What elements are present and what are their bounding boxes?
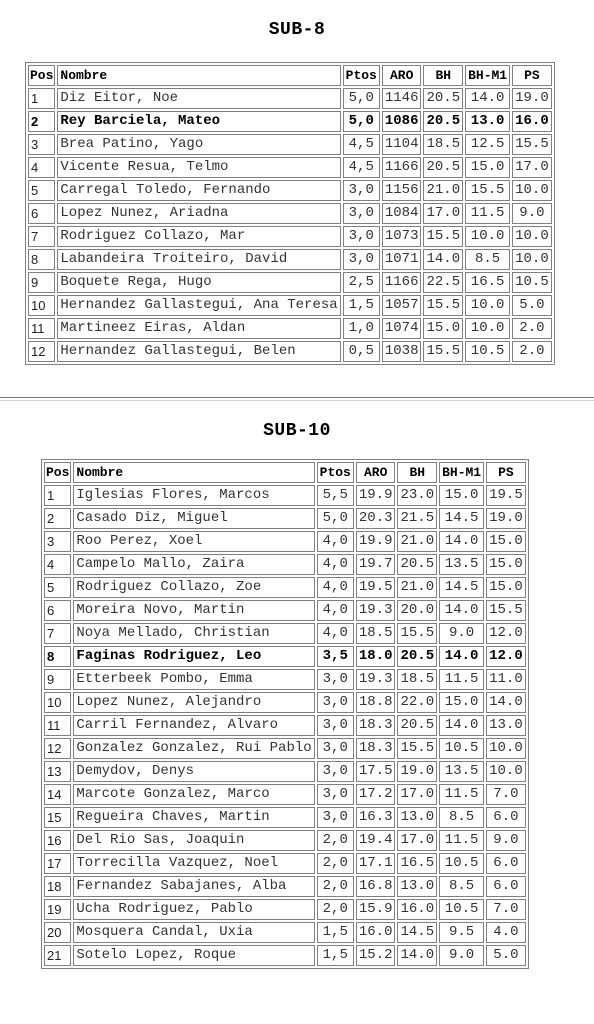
column-header-name: Nombre <box>57 65 340 86</box>
cell-ps: 6.0 <box>486 853 526 874</box>
cell-pos: 6 <box>44 600 71 621</box>
cell-bhm1: 14.0 <box>439 646 484 667</box>
cell-aro: 1071 <box>382 249 422 270</box>
table-row <box>44 761 526 782</box>
table-row <box>28 88 552 109</box>
cell-bhm1: 10.5 <box>439 899 484 920</box>
cell-aro: 16.8 <box>356 876 396 897</box>
cell-ptos: 3,5 <box>317 646 354 667</box>
cell-aro: 1073 <box>382 226 422 247</box>
cell-bh: 15.5 <box>423 226 463 247</box>
cell-name: Hernandez Gallastegui, Ana Teresa <box>57 295 340 316</box>
cell-bhm1: 13.0 <box>465 111 510 132</box>
cell-bh: 21.5 <box>397 508 437 529</box>
cell-bhm1: 15.5 <box>465 180 510 201</box>
table-row <box>44 807 526 828</box>
cell-ps: 16.0 <box>512 111 552 132</box>
table-header-row <box>28 65 552 86</box>
table-row <box>44 485 526 506</box>
cell-ptos: 3,0 <box>317 784 354 805</box>
cell-aro: 1166 <box>382 157 422 178</box>
cell-pos: 9 <box>28 272 55 293</box>
cell-pos: 2 <box>44 508 71 529</box>
cell-ps: 14.0 <box>486 692 526 713</box>
cell-bh: 19.0 <box>397 761 437 782</box>
cell-pos: 12 <box>44 738 71 759</box>
cell-ptos: 5,0 <box>343 111 380 132</box>
cell-aro: 19.9 <box>356 531 396 552</box>
cell-name: Noya Mellado, Christian <box>73 623 314 644</box>
cell-ptos: 2,0 <box>317 899 354 920</box>
cell-pos: 9 <box>44 669 71 690</box>
cell-ptos: 5,0 <box>343 88 380 109</box>
standings-table-sub10 <box>41 459 529 969</box>
cell-ptos: 3,0 <box>317 669 354 690</box>
cell-pos: 18 <box>44 876 71 897</box>
column-header-bhm1: BH-M1 <box>465 65 510 86</box>
cell-ps: 7.0 <box>486 899 526 920</box>
cell-aro: 19.7 <box>356 554 396 575</box>
cell-ps: 7.0 <box>486 784 526 805</box>
cell-pos: 4 <box>28 157 55 178</box>
column-header-aro: ARO <box>382 65 422 86</box>
table-row <box>28 111 552 132</box>
section-title-sub10: SUB-10 <box>263 421 331 441</box>
cell-bh: 17.0 <box>397 830 437 851</box>
cell-pos: 3 <box>44 531 71 552</box>
cell-name: Diz Eitor, Noe <box>57 88 340 109</box>
cell-bhm1: 8.5 <box>439 807 484 828</box>
cell-ptos: 4,0 <box>317 531 354 552</box>
cell-ps: 15.5 <box>512 134 552 155</box>
cell-bhm1: 10.5 <box>465 341 510 362</box>
table-row <box>44 531 526 552</box>
cell-pos: 10 <box>44 692 71 713</box>
cell-name: Faginas Rodriguez, Leo <box>73 646 314 667</box>
cell-name: Carril Fernandez, Alvaro <box>73 715 314 736</box>
cell-ptos: 2,0 <box>317 876 354 897</box>
cell-pos: 19 <box>44 899 71 920</box>
cell-bh: 13.0 <box>397 807 437 828</box>
table-row <box>28 272 552 293</box>
cell-aro: 19.9 <box>356 485 396 506</box>
cell-ps: 15.0 <box>486 531 526 552</box>
cell-name: Moreira Novo, Martin <box>73 600 314 621</box>
cell-name: Rodriguez Collazo, Zoe <box>73 577 314 598</box>
cell-ptos: 2,0 <box>317 853 354 874</box>
cell-aro: 17.1 <box>356 853 396 874</box>
table-row <box>44 853 526 874</box>
cell-bh: 17.0 <box>397 784 437 805</box>
table-row <box>44 577 526 598</box>
cell-name: Carregal Toledo, Fernando <box>57 180 340 201</box>
cell-aro: 15.2 <box>356 945 396 966</box>
cell-bh: 20.5 <box>397 554 437 575</box>
cell-pos: 14 <box>44 784 71 805</box>
cell-ps: 6.0 <box>486 807 526 828</box>
table-row <box>44 692 526 713</box>
cell-bhm1: 8.5 <box>465 249 510 270</box>
cell-name: Gonzalez Gonzalez, Rui Pablo <box>73 738 314 759</box>
cell-bhm1: 11.5 <box>465 203 510 224</box>
cell-bhm1: 11.5 <box>439 830 484 851</box>
cell-name: Martineez Eiras, Aldan <box>57 318 340 339</box>
cell-pos: 8 <box>44 646 71 667</box>
cell-bh: 20.5 <box>423 157 463 178</box>
cell-pos: 1 <box>28 88 55 109</box>
cell-bhm1: 10.0 <box>465 295 510 316</box>
cell-bhm1: 15.0 <box>439 692 484 713</box>
cell-bh: 13.0 <box>397 876 437 897</box>
cell-ptos: 3,0 <box>317 761 354 782</box>
table-row <box>44 554 526 575</box>
cell-aro: 1074 <box>382 318 422 339</box>
cell-aro: 18.0 <box>356 646 396 667</box>
table-row <box>44 600 526 621</box>
cell-ptos: 0,5 <box>343 341 380 362</box>
cell-ptos: 1,5 <box>317 922 354 943</box>
cell-ps: 5.0 <box>486 945 526 966</box>
cell-bhm1: 13.5 <box>439 761 484 782</box>
cell-bhm1: 10.0 <box>465 318 510 339</box>
cell-bh: 16.0 <box>397 899 437 920</box>
cell-bhm1: 14.5 <box>439 577 484 598</box>
column-header-bhm1: BH-M1 <box>439 462 484 483</box>
cell-bh: 20.5 <box>423 111 463 132</box>
section-title-sub8: SUB-8 <box>268 20 326 40</box>
cell-name: Rey Barciela, Mateo <box>57 111 340 132</box>
cell-aro: 19.5 <box>356 577 396 598</box>
cell-name: Hernandez Gallastegui, Belen <box>57 341 340 362</box>
cell-aro: 16.0 <box>356 922 396 943</box>
cell-bh: 20.0 <box>397 600 437 621</box>
cell-ps: 15.0 <box>486 554 526 575</box>
cell-name: Demydov, Denys <box>73 761 314 782</box>
cell-ptos: 3,0 <box>343 203 380 224</box>
table-row <box>44 830 526 851</box>
cell-bhm1: 10.0 <box>465 226 510 247</box>
cell-name: Regueira Chaves, Martin <box>73 807 314 828</box>
cell-bhm1: 11.5 <box>439 784 484 805</box>
cell-ps: 19.0 <box>512 88 552 109</box>
table-row <box>28 134 552 155</box>
cell-aro: 17.5 <box>356 761 396 782</box>
cell-name: Ucha Rodriguez, Pablo <box>73 899 314 920</box>
table-row <box>44 784 526 805</box>
table-row <box>44 623 526 644</box>
cell-bh: 17.0 <box>423 203 463 224</box>
table-row <box>28 318 552 339</box>
cell-name: Lopez Nunez, Alejandro <box>73 692 314 713</box>
cell-aro: 18.5 <box>356 623 396 644</box>
cell-bh: 21.0 <box>423 180 463 201</box>
cell-aro: 18.3 <box>356 738 396 759</box>
cell-name: Brea Patino, Yago <box>57 134 340 155</box>
cell-name: Marcote Gonzalez, Marco <box>73 784 314 805</box>
table-row <box>44 646 526 667</box>
cell-bhm1: 13.5 <box>439 554 484 575</box>
cell-ptos: 3,0 <box>317 692 354 713</box>
cell-name: Campelo Mallo, Zaira <box>73 554 314 575</box>
cell-ptos: 5,5 <box>317 485 354 506</box>
table-row <box>28 295 552 316</box>
cell-ps: 10.5 <box>512 272 552 293</box>
cell-bh: 15.5 <box>397 623 437 644</box>
cell-ptos: 3,0 <box>317 807 354 828</box>
cell-bhm1: 16.5 <box>465 272 510 293</box>
cell-pos: 21 <box>44 945 71 966</box>
cell-ps: 2.0 <box>512 341 552 362</box>
table-row <box>28 341 552 362</box>
cell-ptos: 3,0 <box>317 738 354 759</box>
column-header-pos: Pos <box>28 65 55 86</box>
cell-aro: 18.8 <box>356 692 396 713</box>
cell-pos: 2 <box>28 111 55 132</box>
cell-ps: 15.5 <box>486 600 526 621</box>
cell-aro: 1086 <box>382 111 422 132</box>
column-header-ptos: Ptos <box>317 462 354 483</box>
cell-bh: 21.0 <box>397 531 437 552</box>
cell-bhm1: 9.0 <box>439 623 484 644</box>
table-row <box>28 249 552 270</box>
cell-ptos: 4,0 <box>317 554 354 575</box>
section-divider <box>0 397 594 401</box>
cell-bhm1: 11.5 <box>439 669 484 690</box>
cell-name: Roo Perez, Xoel <box>73 531 314 552</box>
cell-ps: 15.0 <box>486 577 526 598</box>
cell-pos: 16 <box>44 830 71 851</box>
cell-name: Vicente Resua, Telmo <box>57 157 340 178</box>
cell-pos: 5 <box>28 180 55 201</box>
cell-aro: 1104 <box>382 134 422 155</box>
cell-ptos: 2,5 <box>343 272 380 293</box>
table-row <box>44 508 526 529</box>
table-row <box>28 203 552 224</box>
table-row <box>44 738 526 759</box>
cell-pos: 3 <box>28 134 55 155</box>
table-row <box>44 899 526 920</box>
column-header-aro: ARO <box>356 462 396 483</box>
table-row <box>44 876 526 897</box>
cell-name: Fernandez Sabajanes, Alba <box>73 876 314 897</box>
cell-bhm1: 10.5 <box>439 853 484 874</box>
cell-aro: 15.9 <box>356 899 396 920</box>
cell-bh: 14.5 <box>397 922 437 943</box>
cell-ps: 19.5 <box>486 485 526 506</box>
cell-ps: 5.0 <box>512 295 552 316</box>
cell-bh: 22.5 <box>423 272 463 293</box>
table-header-row <box>44 462 526 483</box>
cell-bhm1: 15.0 <box>439 485 484 506</box>
cell-ptos: 5,0 <box>317 508 354 529</box>
cell-bh: 18.5 <box>423 134 463 155</box>
cell-name: Labandeira Troiteiro, David <box>57 249 340 270</box>
cell-pos: 12 <box>28 341 55 362</box>
cell-bhm1: 10.5 <box>439 738 484 759</box>
cell-bhm1: 14.5 <box>439 508 484 529</box>
cell-ps: 12.0 <box>486 623 526 644</box>
table-row <box>44 922 526 943</box>
cell-ps: 10.0 <box>486 738 526 759</box>
cell-name: Sotelo Lopez, Roque <box>73 945 314 966</box>
cell-name: Iglesias Flores, Marcos <box>73 485 314 506</box>
cell-aro: 1038 <box>382 341 422 362</box>
cell-pos: 10 <box>28 295 55 316</box>
cell-ptos: 3,0 <box>343 249 380 270</box>
column-header-name: Nombre <box>73 462 314 483</box>
cell-pos: 13 <box>44 761 71 782</box>
cell-pos: 4 <box>44 554 71 575</box>
cell-name: Casado Diz, Miguel <box>73 508 314 529</box>
cell-ps: 2.0 <box>512 318 552 339</box>
column-header-ptos: Ptos <box>343 65 380 86</box>
cell-bh: 22.0 <box>397 692 437 713</box>
cell-bh: 15.5 <box>397 738 437 759</box>
table-row <box>44 945 526 966</box>
cell-aro: 1166 <box>382 272 422 293</box>
cell-bh: 20.5 <box>397 646 437 667</box>
cell-aro: 1146 <box>382 88 422 109</box>
cell-ps: 10.0 <box>486 761 526 782</box>
cell-ptos: 1,5 <box>317 945 354 966</box>
cell-ptos: 3,0 <box>343 180 380 201</box>
column-header-ps: PS <box>512 65 552 86</box>
cell-ps: 17.0 <box>512 157 552 178</box>
table-row <box>28 157 552 178</box>
cell-pos: 11 <box>28 318 55 339</box>
cell-ps: 13.0 <box>486 715 526 736</box>
cell-bhm1: 9.5 <box>439 922 484 943</box>
cell-bh: 18.5 <box>397 669 437 690</box>
cell-ptos: 4,0 <box>317 600 354 621</box>
cell-bh: 20.5 <box>397 715 437 736</box>
cell-aro: 1084 <box>382 203 422 224</box>
cell-ps: 4.0 <box>486 922 526 943</box>
cell-aro: 17.2 <box>356 784 396 805</box>
cell-ptos: 4,0 <box>317 623 354 644</box>
table-row <box>28 226 552 247</box>
cell-bh: 20.5 <box>423 88 463 109</box>
cell-ps: 10.0 <box>512 249 552 270</box>
cell-name: Torrecilla Vazquez, Noel <box>73 853 314 874</box>
cell-name: Boquete Rega, Hugo <box>57 272 340 293</box>
cell-ps: 6.0 <box>486 876 526 897</box>
cell-ptos: 4,0 <box>317 577 354 598</box>
cell-bhm1: 14.0 <box>439 715 484 736</box>
cell-aro: 19.3 <box>356 600 396 621</box>
cell-pos: 11 <box>44 715 71 736</box>
standings-table-sub8 <box>25 62 555 365</box>
cell-pos: 8 <box>28 249 55 270</box>
cell-pos: 7 <box>44 623 71 644</box>
cell-name: Rodriguez Collazo, Mar <box>57 226 340 247</box>
cell-aro: 19.3 <box>356 669 396 690</box>
cell-pos: 7 <box>28 226 55 247</box>
cell-bh: 21.0 <box>397 577 437 598</box>
column-header-ps: PS <box>486 462 526 483</box>
cell-name: Mosquera Candal, Uxia <box>73 922 314 943</box>
cell-ps: 12.0 <box>486 646 526 667</box>
cell-ptos: 4,5 <box>343 134 380 155</box>
cell-ptos: 3,0 <box>343 226 380 247</box>
cell-ps: 10.0 <box>512 226 552 247</box>
cell-bhm1: 9.0 <box>439 945 484 966</box>
cell-bhm1: 15.0 <box>465 157 510 178</box>
table-row <box>44 669 526 690</box>
cell-bhm1: 12.5 <box>465 134 510 155</box>
cell-ptos: 2,0 <box>317 830 354 851</box>
cell-pos: 1 <box>44 485 71 506</box>
cell-name: Del Rio Sas, Joaquin <box>73 830 314 851</box>
cell-ptos: 4,5 <box>343 157 380 178</box>
cell-bhm1: 8.5 <box>439 876 484 897</box>
cell-aro: 16.3 <box>356 807 396 828</box>
cell-pos: 6 <box>28 203 55 224</box>
column-header-bh: BH <box>397 462 437 483</box>
cell-bh: 23.0 <box>397 485 437 506</box>
cell-ps: 9.0 <box>486 830 526 851</box>
cell-aro: 19.4 <box>356 830 396 851</box>
cell-ptos: 3,0 <box>317 715 354 736</box>
cell-bh: 15.5 <box>423 295 463 316</box>
cell-aro: 18.3 <box>356 715 396 736</box>
cell-aro: 1057 <box>382 295 422 316</box>
cell-bhm1: 14.0 <box>439 531 484 552</box>
cell-ps: 9.0 <box>512 203 552 224</box>
cell-ptos: 1,0 <box>343 318 380 339</box>
cell-name: Etterbeek Pombo, Emma <box>73 669 314 690</box>
cell-bh: 15.5 <box>423 341 463 362</box>
table-row <box>28 180 552 201</box>
cell-name: Lopez Nunez, Ariadna <box>57 203 340 224</box>
cell-bh: 16.5 <box>397 853 437 874</box>
cell-pos: 15 <box>44 807 71 828</box>
cell-aro: 1156 <box>382 180 422 201</box>
cell-aro: 20.3 <box>356 508 396 529</box>
cell-ps: 11.0 <box>486 669 526 690</box>
cell-bh: 15.0 <box>423 318 463 339</box>
cell-bh: 14.0 <box>397 945 437 966</box>
column-header-bh: BH <box>423 65 463 86</box>
cell-bhm1: 14.0 <box>465 88 510 109</box>
cell-pos: 17 <box>44 853 71 874</box>
cell-pos: 5 <box>44 577 71 598</box>
column-header-pos: Pos <box>44 462 71 483</box>
cell-bh: 14.0 <box>423 249 463 270</box>
cell-ps: 10.0 <box>512 180 552 201</box>
cell-ps: 19.0 <box>486 508 526 529</box>
cell-pos: 20 <box>44 922 71 943</box>
table-row <box>44 715 526 736</box>
cell-ptos: 1,5 <box>343 295 380 316</box>
cell-bhm1: 14.0 <box>439 600 484 621</box>
